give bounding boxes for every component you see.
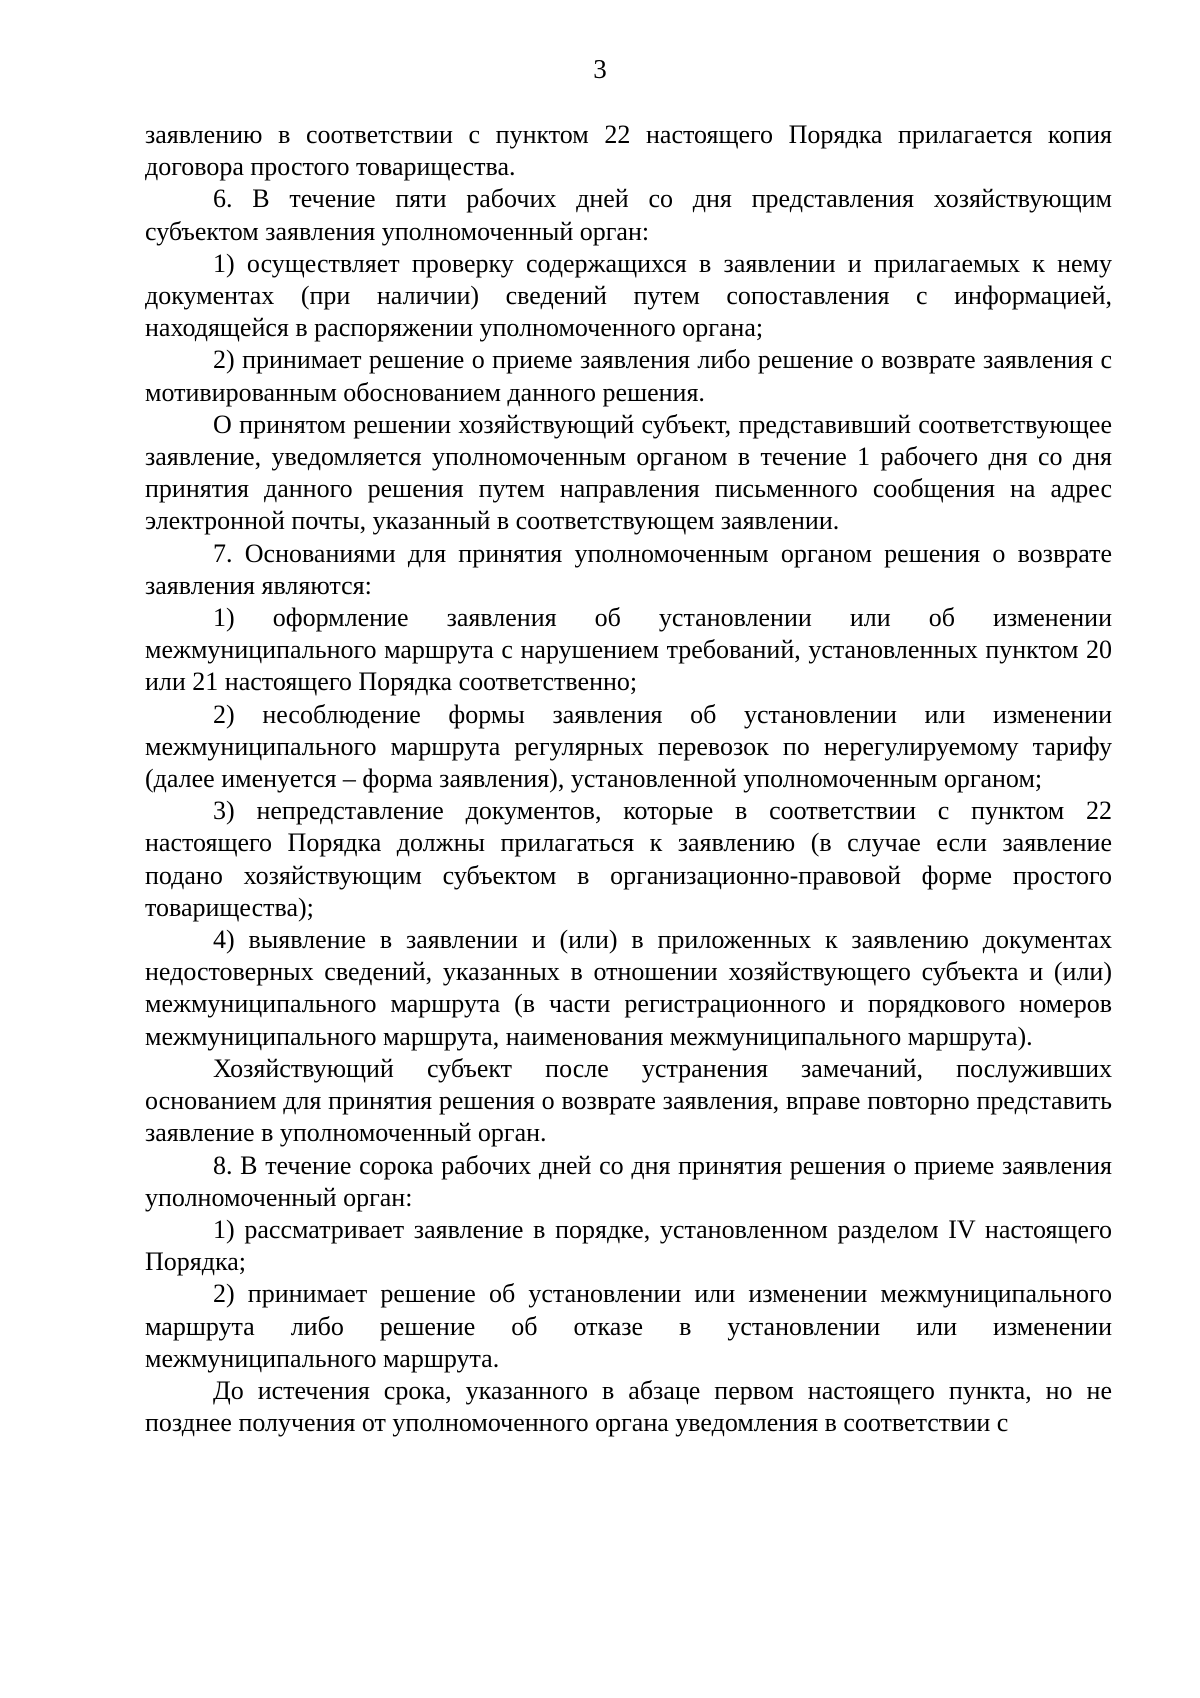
paragraph-7-sub-4: 4) выявление в заявлении и (или) в приложенных к заявлению документах недостоверных сведений, указанных в отношении хозяйствующего субъекта и (или) межмуниципального маршрута (в части регистрационного и порядкового номеров межмуниципального маршрута, наименования межмуниципального маршрута).	[145, 925, 1112, 1051]
paragraph-7-sub-3: 3) непредставление документов, которые в соответствии с пунктом 22 настоящего Порядка должны прилагаться к заявлению (в случае если заявление подано хозяйствующим субъектом в организационно-правовой форме простого товарищества);	[145, 796, 1112, 922]
paragraph-6-sub-1: 1) осуществляет проверку содержащихся в заявлении и прилагаемых к нему документах (при наличии) сведений путем сопоставления с информацией, находящейся в распоряжении уполномоченного органа;	[145, 248, 1112, 343]
paragraph-6-sub-2: 2) принимает решение о приеме заявления либо решение о возврате заявления с мотивированным обоснованием данного решения.	[145, 345, 1112, 407]
paragraph-continuation: заявлению в соответствии с пунктом 22 настоящего Порядка прилагается копия договора простого товарищества.	[145, 120, 1112, 182]
paragraph-8-sub-1: 1) рассматривает заявление в порядке, установленном разделом IV настоящего Порядка;	[145, 1214, 1112, 1277]
paragraph-7-sub-2: 2) несоблюдение формы заявления об установлении или изменении межмуниципального маршрута регулярных перевозок по нерегулируемому тарифу (далее именуется – форма заявления), установленной уполномоченным органом;	[145, 699, 1112, 794]
paragraph-7-resubmit: Хозяйствующий субъект после устранения замечаний, послуживших основанием для принятия решения о возврате заявления, вправе повторно представить заявление в уполномоченный орган.	[145, 1053, 1112, 1148]
paragraph-8-deadline: До истечения срока, указанного в абзаце первом настоящего пункта, но не позднее получения от уполномоченного органа уведомления в соответствии с	[145, 1375, 1112, 1438]
document-body	[145, 119, 1112, 1439]
paragraph-8-sub-2: 2) принимает решение об установлении или изменении межмуниципального маршрута либо решение об отказе в установлении или изменении межмуниципального маршрута.	[145, 1279, 1112, 1373]
paragraph-item-7: 7. Основаниями для принятия уполномоченным органом решения о возврате заявления являются:	[145, 538, 1112, 600]
page-number: 3	[593, 54, 607, 84]
paragraph-item-6: 6. В течение пяти рабочих дней со дня представления хозяйствующим субъектом заявления уполномоченный орган:	[145, 184, 1112, 246]
paragraph-7-sub-1: 1) оформление заявления об установлении или об изменении межмуниципального маршрута с нарушением требований, установленных пунктом 20 или 21 настоящего Порядка соответственно;	[145, 603, 1112, 697]
paragraph-item-8: 8. В течение сорока рабочих дней со дня принятия решения о приеме заявления уполномоченный орган:	[145, 1150, 1112, 1212]
paragraph-6-notice: О принятом решении хозяйствующий субъект, представивший соответствующее заявление, уведомляется уполномоченным органом в течение 1 рабочего дня со дня принятия данного решения путем направления письменного сообщения на адрес электронной почты, указанный в соответствующем заявлении.	[145, 409, 1112, 536]
